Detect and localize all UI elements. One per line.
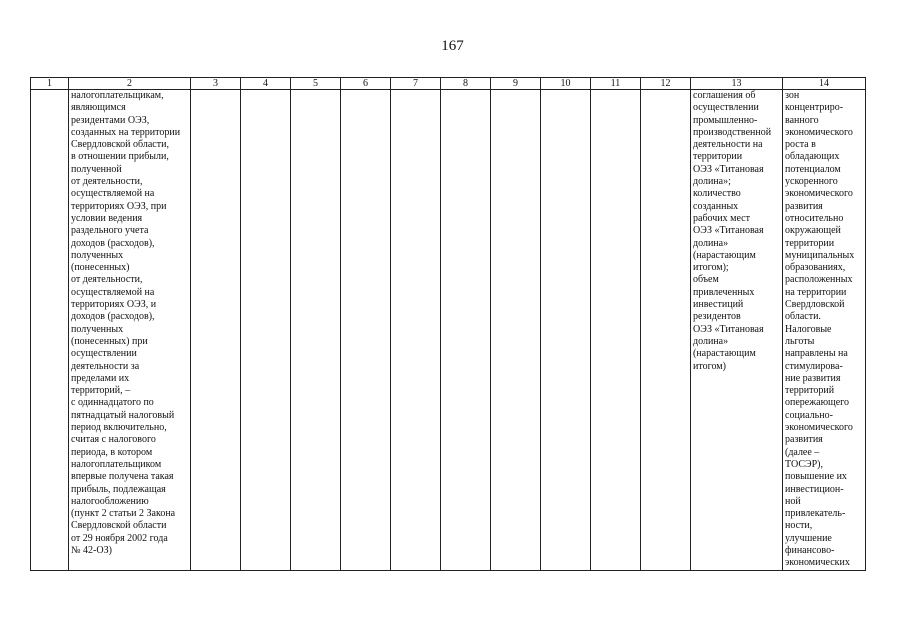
cell-text-line: итогом); [693, 262, 729, 274]
cell-text-line: территории [785, 237, 835, 249]
column-header: 9 [491, 78, 541, 90]
cell-text-line: улучшение [785, 532, 832, 544]
cell-text-line: муниципальных [785, 249, 855, 261]
cell-col-1 [31, 90, 69, 571]
cell-text-line: Свердловской области [71, 520, 167, 532]
cell-col-8 [441, 90, 491, 571]
cell-text-line: периода, в котором [71, 446, 153, 458]
column-number-row [31, 78, 866, 90]
cell-text-line: социально- [785, 409, 833, 421]
cell-text-line: (нарастающим [693, 348, 756, 360]
column-header: 13 [691, 78, 783, 90]
data-table [30, 77, 866, 571]
cell-text-line: осуществляемой на [71, 286, 155, 298]
cell-text-line: инвестиций [693, 299, 744, 311]
cell-text-line: территорий, – [71, 385, 131, 397]
cell-col-11 [591, 90, 641, 571]
cell-text-line: экономического [785, 188, 853, 200]
cell-text-line: (понесенных) [71, 262, 130, 274]
cell-text-line: области. [785, 311, 821, 323]
cell-text-line: осуществлении [71, 348, 137, 360]
cell-text-line: налогообложению [71, 495, 149, 507]
cell-text-line: территории [693, 151, 743, 163]
cell-text-line: условии ведения [71, 212, 143, 224]
column-header: 8 [441, 78, 491, 90]
cell-text-line: привлекатель- [785, 508, 846, 520]
cell-text-line: доходов (расходов), [71, 237, 155, 249]
column-header: 1 [31, 78, 69, 90]
cell-text-line: рабочих мест [693, 212, 750, 224]
table-row [31, 90, 866, 571]
cell-text-line: ние развития [785, 372, 841, 384]
cell-text-line: направлены на [785, 348, 848, 360]
cell-text-line: ТОСЭР), [785, 458, 823, 470]
cell-text-line: ности, [785, 520, 813, 532]
cell-col-12 [641, 90, 691, 571]
column-header: 7 [391, 78, 441, 90]
cell-text-line: развития [785, 434, 823, 446]
cell-text-line: являющимся [71, 102, 126, 114]
cell-text-line: стимулирова- [785, 360, 843, 372]
cell-text-line: территориях ОЭЗ, и [71, 299, 157, 311]
cell-text-line: (пункт 2 статьи 2 Закона [71, 508, 176, 520]
cell-text-line: полученных [71, 249, 124, 261]
cell-text-line: зон [785, 90, 800, 101]
cell-col-13 [691, 90, 783, 571]
cell-col-10 [541, 90, 591, 571]
cell-text-line: образованиях, [785, 262, 846, 274]
cell-col-2 [69, 90, 191, 571]
cell-text-line: потенциалом [785, 163, 841, 175]
cell-text-line: период включительно, [71, 422, 167, 434]
cell-text-line: территорий [785, 385, 835, 397]
cell-text-line: привлеченных [693, 286, 755, 298]
cell-text-line: резидентами ОЭЗ, [71, 114, 150, 126]
cell-col-14 [783, 90, 866, 571]
cell-text-line: Налоговые [785, 323, 832, 335]
cell-text-line: впервые получена такая [71, 471, 174, 483]
cell-text-line: полученных [71, 323, 124, 335]
cell-text-line: ванного [785, 114, 819, 126]
cell-text-line: повышение их [785, 471, 847, 483]
cell-text-line: осуществлении [693, 102, 759, 114]
cell-text-line: относительно [785, 212, 844, 224]
cell-text-line: ОЭЗ «Титановая [693, 163, 764, 175]
page-number: 167 [441, 38, 464, 54]
cell-text-line: Свердловской [785, 299, 845, 311]
cell-text-line: доходов (расходов), [71, 311, 155, 323]
cell-text-line: обладающих [785, 151, 840, 163]
column-header: 6 [341, 78, 391, 90]
cell-text-line: с одиннадцатого по [71, 397, 154, 409]
cell-text-line: финансово- [785, 544, 835, 556]
cell-col-7 [391, 90, 441, 571]
cell-text-line: льготы [785, 335, 815, 347]
cell-text-line: осуществляемой на [71, 188, 155, 200]
cell-text-line: долина» [693, 237, 729, 249]
cell-text-line: прибыль, подлежащая [71, 483, 166, 495]
cell-text-line: деятельности на [693, 139, 763, 151]
cell-text-line: роста в [785, 139, 816, 151]
cell-col-9 [491, 90, 541, 571]
column-header: 12 [641, 78, 691, 90]
cell-text-line: Свердловской области, [71, 139, 169, 151]
cell-text-line: созданных [693, 200, 739, 212]
cell-text-line: считая с налогового [71, 434, 156, 446]
cell-text-line: в отношении прибыли, [71, 151, 169, 163]
cell-text-line: (далее – [785, 446, 820, 458]
column-header: 11 [591, 78, 641, 90]
column-header: 14 [783, 78, 866, 90]
cell-text-line: от 29 ноября 2002 года [71, 532, 168, 544]
cell-text-line: объем [693, 274, 719, 286]
cell-text-line: долина»; [693, 176, 731, 188]
cell-text-line: полученной [71, 163, 122, 175]
cell-text-line: территориях ОЭЗ, при [71, 200, 167, 212]
cell-col-6 [341, 90, 391, 571]
cell-text-line: пятнадцатый налоговый [71, 409, 175, 421]
cell-text-line: налогоплательщиком [71, 458, 162, 470]
cell-text-line: долина» [693, 335, 729, 347]
cell-text-line: экономического [785, 422, 853, 434]
column-header: 5 [291, 78, 341, 90]
cell-text-line: концентриро- [785, 102, 844, 114]
cell-text-line: (понесенных) при [71, 335, 148, 347]
cell-text-line: количество [693, 188, 741, 200]
cell-text-line: экономического [785, 126, 853, 138]
cell-text-line: созданных на территории [71, 126, 181, 138]
cell-text-line: деятельности за [71, 360, 140, 372]
cell-text-line: промышленно- [693, 114, 758, 126]
cell-col-4 [241, 90, 291, 571]
cell-text-line: пределами их [71, 372, 130, 384]
column-header: 3 [191, 78, 241, 90]
cell-text-line: налогоплательщикам, [71, 90, 164, 101]
cell-col-3 [191, 90, 241, 571]
cell-text-line: от деятельности, [71, 274, 143, 286]
cell-text-line: экономических [785, 557, 850, 569]
cell-text-line: расположенных [785, 274, 853, 286]
cell-text-line: итогом) [693, 360, 726, 372]
cell-text-line: на территории [785, 286, 847, 298]
cell-text-line: раздельного учета [71, 225, 149, 237]
cell-text-line: окружающей [785, 225, 841, 237]
cell-text-line: резидентов [693, 311, 741, 323]
column-header: 10 [541, 78, 591, 90]
cell-text-line: опережающего [785, 397, 850, 409]
cell-text-line: инвестицион- [785, 483, 844, 495]
cell-text-line: ОЭЗ «Титановая [693, 323, 764, 335]
cell-text-line: ОЭЗ «Титановая [693, 225, 764, 237]
cell-text-line: (нарастающим [693, 249, 756, 261]
cell-text-line: от деятельности, [71, 176, 143, 188]
cell-col-5 [291, 90, 341, 571]
cell-text-line: соглашения об [693, 90, 756, 101]
cell-text-line: № 42-ОЗ) [71, 544, 112, 556]
column-header: 2 [69, 78, 191, 90]
column-header: 4 [241, 78, 291, 90]
cell-text-line: ускоренного [785, 176, 838, 188]
cell-text-line: развития [785, 200, 823, 212]
cell-text-line: производственной [693, 126, 772, 138]
cell-text-line: ной [785, 495, 801, 507]
